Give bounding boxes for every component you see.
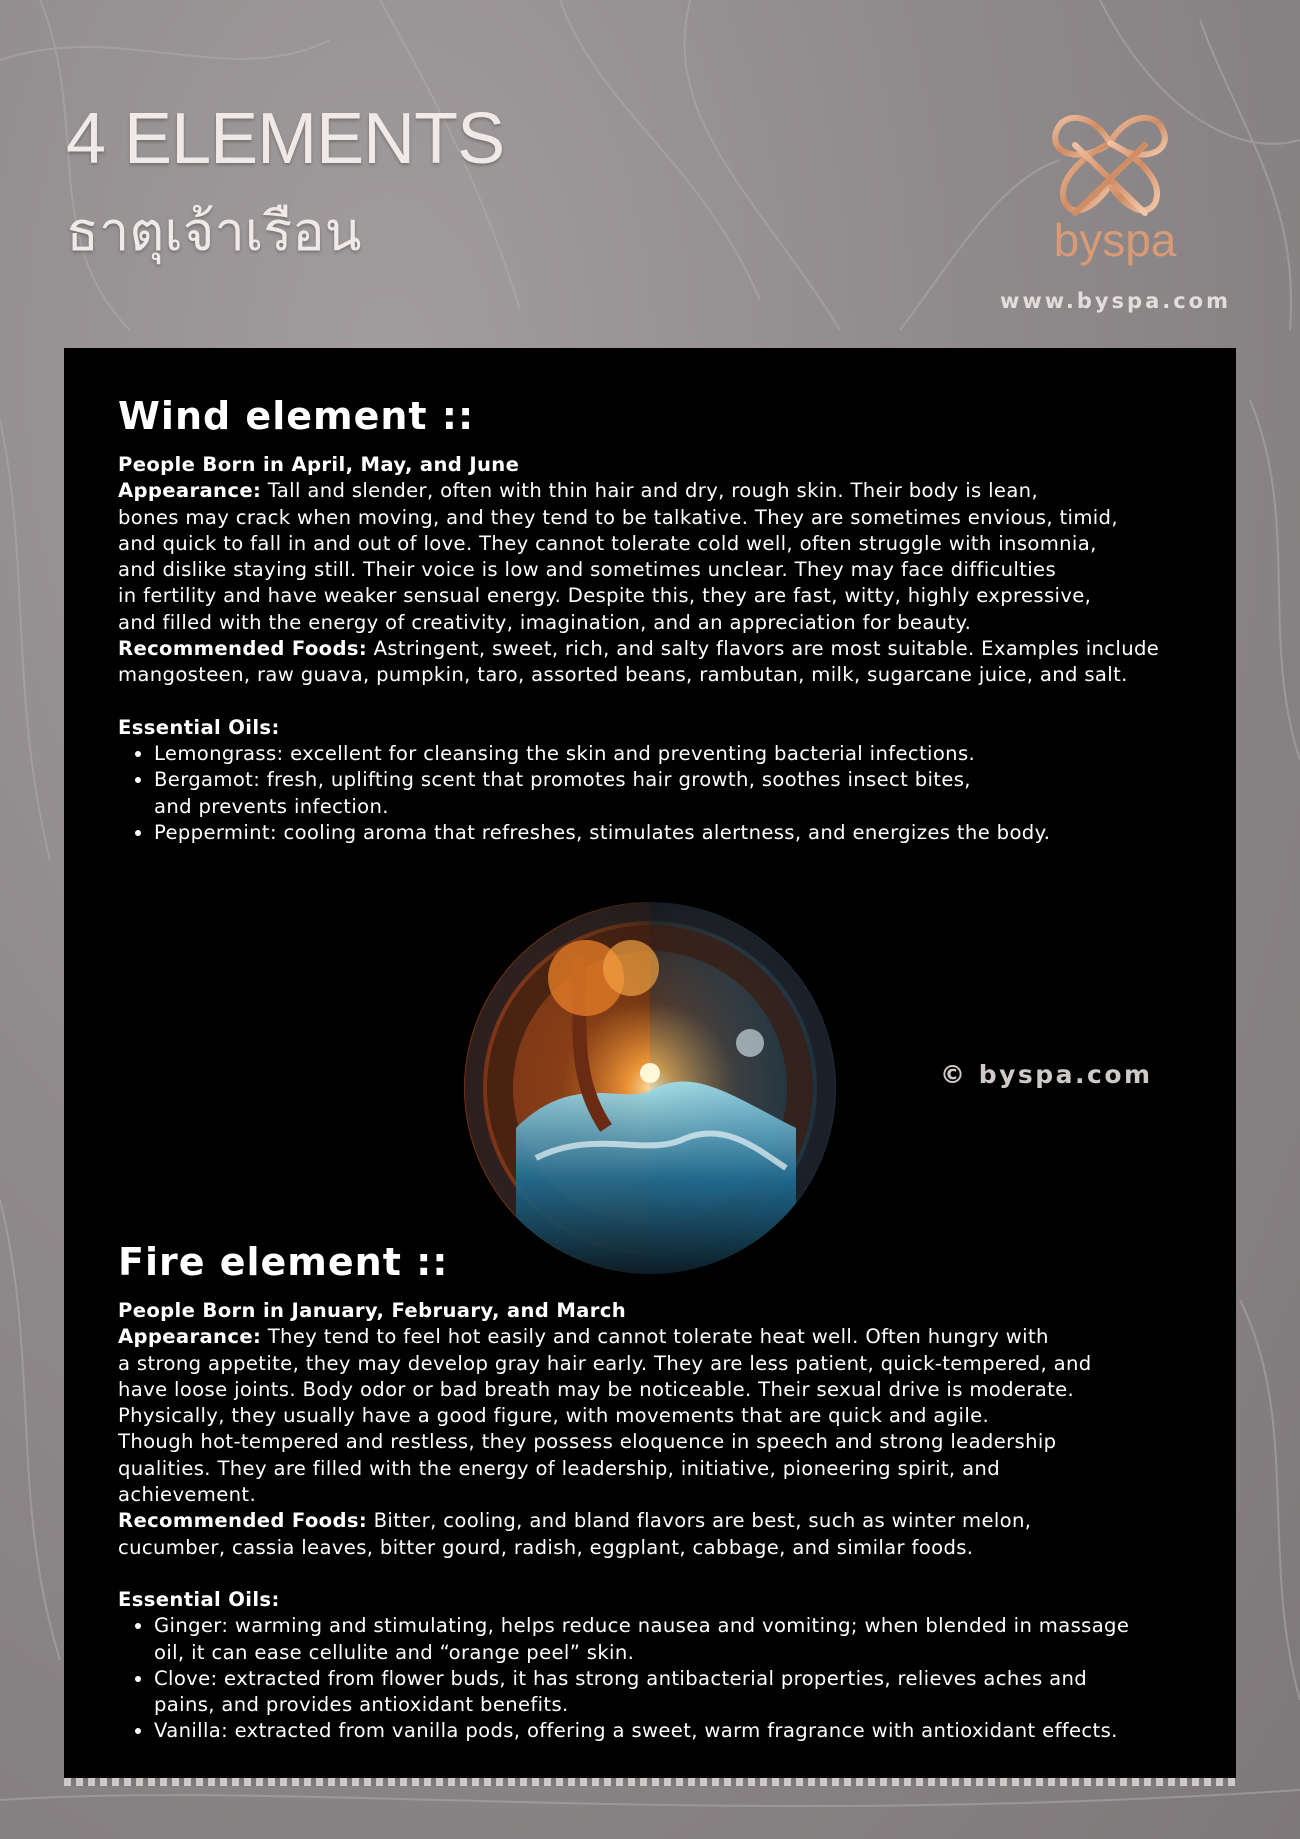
fire-foods-text: Bitter, cooling, and bland flavors are best, such as winter melon,: [367, 1509, 1032, 1533]
fire-body: [118, 1298, 1129, 1745]
wind-appearance-line: and dislike staying still. Their voice is low and sometimes unclear. They may face difficulties: [118, 558, 1057, 582]
wind-foods-line: mangosteen, raw guava, pumpkin, taro, assorted beans, rambutan, milk, sugarcane juice, and salt.: [118, 663, 1128, 687]
wind-oils-list: [118, 741, 1159, 846]
fire-section: [118, 1240, 1129, 1745]
oil-text: oil, it can ease cellulite and “orange peel” skin.: [154, 1640, 635, 1664]
wind-section: [118, 394, 1159, 846]
fire-appearance-line: qualities. They are filled with the energy of leadership, initiative, pioneering spirit, and: [118, 1456, 1000, 1480]
wind-appearance-line: and filled with the energy of creativity, imagination, and an appreciation for beauty.: [118, 610, 972, 634]
list-item: [154, 741, 1159, 767]
fire-appearance-line: [118, 1324, 1129, 1350]
list-item: [154, 1613, 1129, 1666]
wind-appearance-text: Tall and slender, often with thin hair and dry, rough skin. Their body is lean,: [261, 479, 1039, 503]
fire-foods-line: cucumber, cassia leaves, bitter gourd, radish, eggplant, cabbage, and similar foods.: [118, 1535, 974, 1559]
list-item: [154, 820, 1159, 846]
wind-appearance-line: and quick to fall in and out of love. They cannot tolerate cold well, often struggle with insomnia,: [118, 531, 1097, 555]
fire-foods-line: [118, 1508, 1129, 1534]
fire-foods-label: Recommended Foods:: [118, 1509, 368, 1533]
fire-appearance-text: They tend to feel hot easily and cannot tolerate heat well. Often hungry with: [261, 1325, 1049, 1349]
fire-born: People Born in January, February, and March: [118, 1299, 627, 1322]
wind-appearance-line: [118, 478, 1159, 504]
website-url[interactable]: www.byspa.com: [1000, 289, 1231, 313]
oil-text: Ginger: warming and stimulating, helps reduce nausea and vomiting; when blended in massage: [154, 1614, 1130, 1638]
wind-born: People Born in April, May, and June: [118, 453, 520, 476]
fire-appearance-line: Physically, they usually have a good figure, with movements that are quick and agile.: [118, 1404, 990, 1428]
fire-title: Fire element ::: [118, 1240, 449, 1284]
fire-appearance-label: Appearance:: [118, 1325, 262, 1349]
elements-orb-image: [456, 898, 844, 1278]
oil-text: Peppermint: cooling aroma that refreshes, stimulates alertness, and energizes the body.: [154, 820, 1051, 844]
fire-appearance-line: Though hot-tempered and restless, they possess eloquence in speech and strong leadership: [118, 1430, 1057, 1454]
list-item: [154, 1718, 1129, 1744]
fire-appearance-line: achievement.: [118, 1483, 257, 1507]
fire-appearance-line: a strong appetite, they may develop gray hair early. They are less patient, quick-tempered, and: [118, 1351, 1092, 1375]
page-title: 4 ELEMENTS: [66, 99, 505, 179]
copyright-watermark: © byspa.com: [940, 1060, 1153, 1089]
oil-text: Bergamot: fresh, uplifting scent that promotes hair growth, soothes insect bites,: [154, 768, 971, 792]
list-item: [154, 1666, 1129, 1719]
wind-appearance-label: Appearance:: [118, 479, 262, 503]
wind-appearance-line: in fertility and have weaker sensual energy. Despite this, they are fast, witty, highly expressive,: [118, 584, 1092, 608]
wind-appearance-line: bones may crack when moving, and they tend to be talkative. They are sometimes envious, timid,: [118, 505, 1118, 529]
oil-text: Vanilla: extracted from vanilla pods, offering a sweet, warm fragrance with antioxidant effects.: [154, 1719, 1118, 1743]
wind-foods-label: Recommended Foods:: [118, 637, 368, 661]
oil-text: pains, and provides antioxidant benefits.: [154, 1693, 569, 1717]
wind-title: Wind element ::: [118, 394, 475, 438]
wind-body: [118, 452, 1159, 846]
fire-oils-list: [118, 1613, 1129, 1744]
wind-oils-label: Essential Oils:: [118, 715, 280, 739]
wind-foods-line: [118, 636, 1159, 662]
list-item: [154, 767, 1159, 820]
fire-oils-label: Essential Oils:: [118, 1587, 280, 1611]
dashed-border: [64, 1778, 1236, 1786]
oil-text: Lemongrass: excellent for cleansing the skin and preventing bacterial infections.: [154, 741, 976, 765]
wind-foods-text: Astringent, sweet, rich, and salty flavors are most suitable. Examples include: [367, 637, 1160, 661]
oil-text: Clove: extracted from flower buds, it has strong antibacterial properties, relieves aches and: [154, 1666, 1088, 1690]
fire-appearance-line: have loose joints. Body odor or bad breath may be noticeable. Their sexual drive is moderate.: [118, 1377, 1075, 1401]
oil-text: and prevents infection.: [154, 794, 389, 818]
page-subtitle-thai: ธาตุเจ้าเรือน: [66, 200, 362, 263]
brand-name: byspa: [1053, 214, 1177, 266]
